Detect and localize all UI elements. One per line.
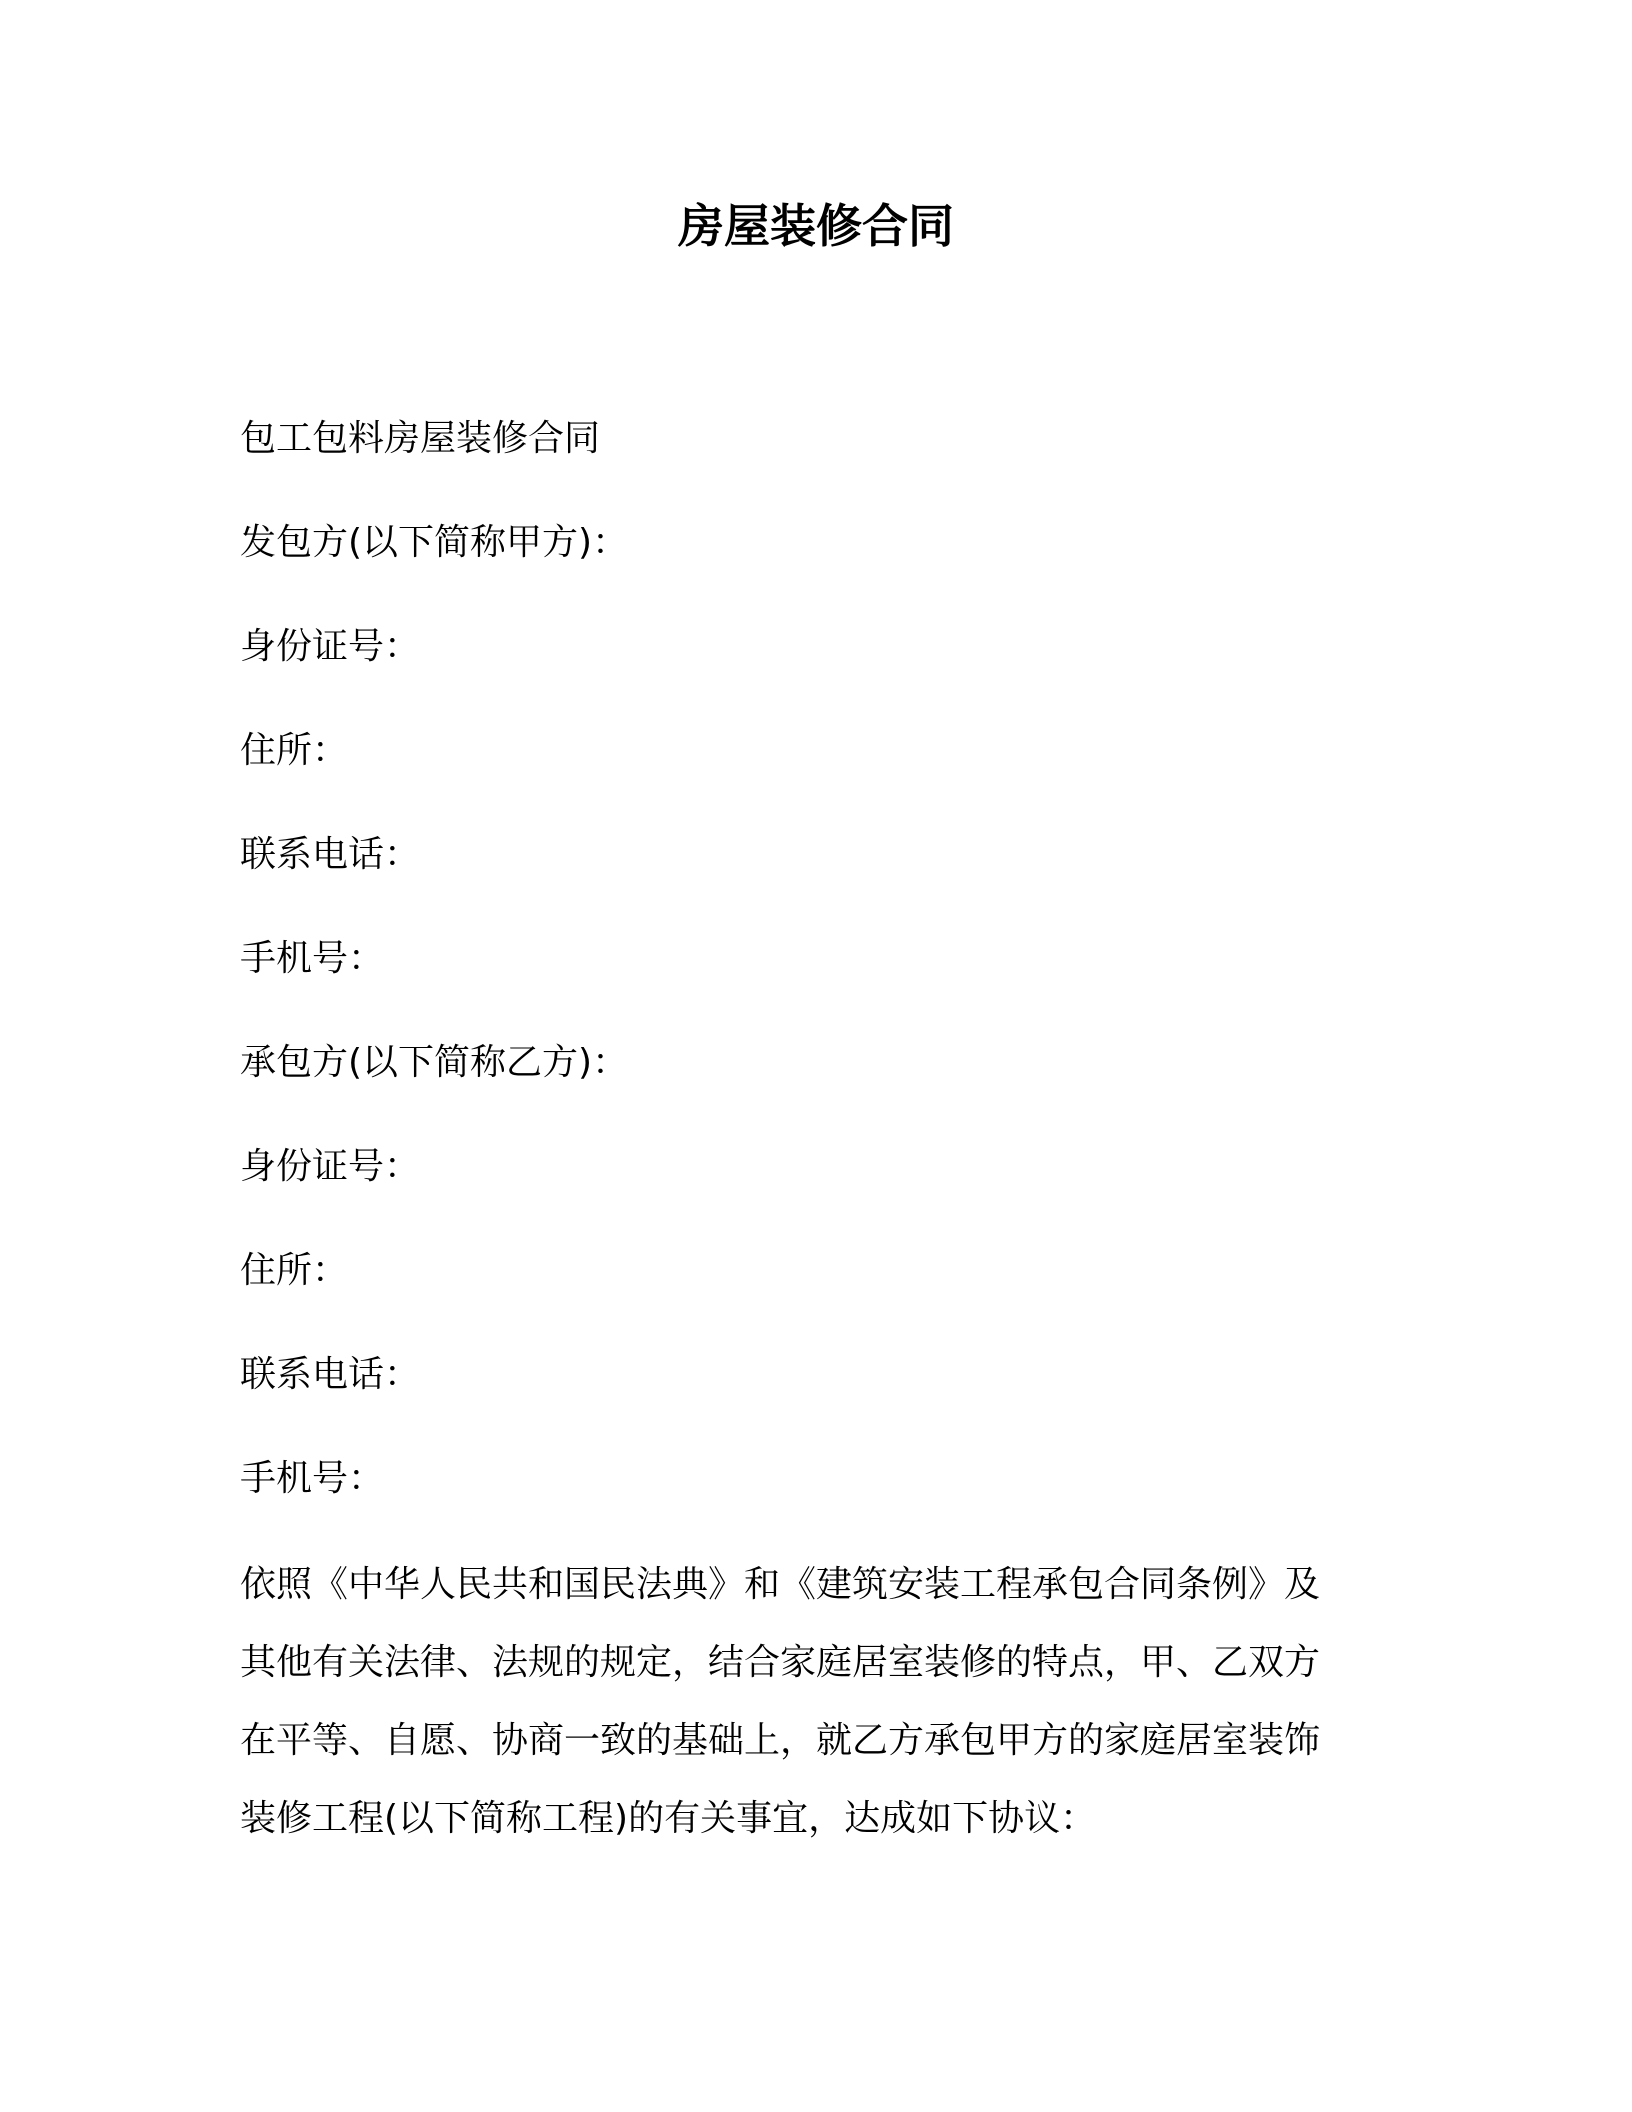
- party-a-id-number: 身份证号：: [240, 626, 421, 667]
- contract-subtitle: 包工包料房屋装修合同: [240, 418, 601, 459]
- party-b-label: 承包方(以下简称乙方)：: [240, 1042, 629, 1083]
- party-a-label: 发包方(以下简称甲方)：: [240, 522, 629, 563]
- paragraph-line: 其他有关法律、法规的规定，结合家庭居室装修的特点，甲、乙双方: [240, 1642, 1321, 1683]
- party-a-phone: 联系电话：: [240, 834, 421, 875]
- preamble-paragraph: [240, 1560, 1370, 1872]
- party-b-address: 住所：: [240, 1250, 349, 1291]
- party-info-list: [240, 414, 1390, 1558]
- party-a-address: 住所：: [240, 730, 349, 771]
- document-title: 房屋装修合同: [678, 199, 954, 253]
- party-a-mobile: 手机号：: [240, 938, 385, 979]
- paragraph-line: 在平等、自愿、协商一致的基础上，就乙方承包甲方的家庭居室装饰: [240, 1720, 1321, 1761]
- party-b-mobile: 手机号：: [240, 1458, 385, 1499]
- party-b-id-number: 身份证号：: [240, 1146, 421, 1187]
- party-b-phone: 联系电话：: [240, 1354, 421, 1395]
- paragraph-line: 装修工程(以下简称工程)的有关事宜，达成如下协议：: [240, 1798, 1097, 1839]
- paragraph-line: 依照《中华人民共和国民法典》和《建筑安装工程承包合同条例》及: [240, 1564, 1321, 1605]
